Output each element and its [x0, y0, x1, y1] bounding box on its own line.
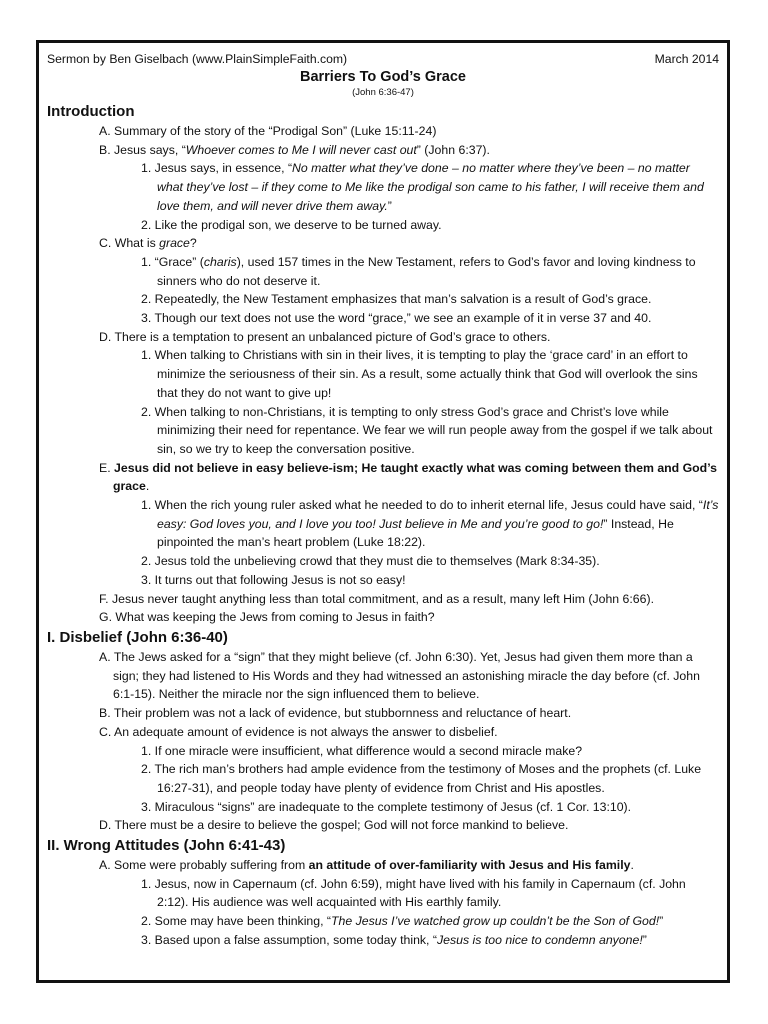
outline-subpoint	[47, 159, 719, 215]
line-text: B. Their problem was not a lack of evidence, but stubbornness and reluctance of heart.	[99, 706, 572, 721]
italic-text: Jesus is too nice to condemn anyone!	[436, 932, 643, 947]
line-text: 1. When the rich young ruler asked what he needed to do to inherit eternal life, Jesus could have said, “	[141, 498, 703, 513]
sermon-date: March 2014	[654, 52, 719, 66]
line-text: 1. If one miracle were insufficient, what difference would a second miracle make?	[141, 743, 583, 758]
outline-point	[47, 459, 719, 496]
line-text: .	[630, 858, 634, 873]
line-text: 1. Jesus says, in essence, “	[141, 161, 293, 176]
section-heading: II. Wrong Attitudes (John 6:41-43)	[47, 837, 286, 855]
line-text: 2. Like the prodigal son, we deserve to be turned away.	[141, 217, 442, 232]
line-text: C. What is	[99, 236, 160, 251]
page-title: Barriers To God’s Grace	[299, 69, 466, 85]
outline-subpoint	[47, 216, 719, 235]
outline-point	[47, 122, 719, 141]
outline-point	[47, 856, 719, 875]
line-text: D. There is a temptation to present an unbalanced picture of God’s grace to others.	[99, 329, 551, 344]
italic-text: No matter what they’ve done – no matter where they’ve been – no matter what they’ve lost – if they come to Me like the prodigal son came to his father, I will receive them and love them, and will never drive them away.	[157, 161, 704, 213]
line-text: 1. “Grace” (	[141, 254, 204, 269]
line-text: 1. Jesus, now in Capernaum (cf. John 6:59), might have lived with his family in Capernaum (cf. John 2:12). His audience was well acquainted with His earthly family.	[141, 876, 686, 910]
outline-subpoint	[47, 496, 719, 552]
outline-point	[47, 816, 719, 835]
italic-text: grace	[159, 236, 190, 251]
outline-subpoint	[47, 403, 719, 459]
italic-text: Whoever comes to Me I will never cast out	[185, 142, 417, 157]
line-text: 3. Based upon a false assumption, some today think, “	[141, 932, 437, 947]
outline-point	[47, 328, 719, 347]
line-text: G. What was keeping the Jews from coming to Jesus in faith?	[99, 610, 435, 625]
line-text: 2. The rich man’s brothers had ample evidence from the testimony of Moses and the prophets (cf. Luke 16:27-31), and people today have plenty of evidence from Christ and His apostles.	[141, 762, 702, 795]
line-text: ”	[642, 932, 647, 947]
outline-subpoint	[47, 912, 719, 931]
bold-text: an attitude of over-familiarity with Jesus and His family	[308, 858, 631, 873]
line-text: 2. Some may have been thinking, “	[141, 914, 332, 929]
document-body	[47, 51, 719, 950]
line-text: 2. When talking to non-Christians, it is tempting to only stress God’s grace and Christ’s love while minimizing their need for repentance. We fear we will run people away from the gospel if we talk about sin, so we try to keep the conversation positive.	[141, 404, 713, 456]
line-text: ” Instead, He pinpointed the man’s heart problem (Luke 18:22).	[157, 516, 674, 550]
outline-point	[47, 704, 719, 723]
outline-subpoint	[47, 309, 719, 328]
sermon-outline	[47, 102, 719, 950]
section-heading: I. Disbelief (John 6:36-40)	[47, 628, 228, 646]
outline-point	[47, 608, 719, 627]
scripture-reference: (John 6:36-47)	[352, 87, 414, 98]
italic-text: The Jesus I’ve watched grow up couldn’t be the Son of God!	[331, 914, 660, 929]
line-text: ”	[387, 198, 392, 213]
line-text: 3. Though our text does not use the word “grace,” we see an example of it in verse 37 and 40.	[141, 311, 652, 326]
line-text: 3. Miraculous “signs” are inadequate to the complete testimony of Jesus (cf. 1 Cor. 13:10).	[141, 799, 632, 814]
outline-point	[47, 141, 719, 160]
outline-subpoint	[47, 760, 719, 797]
outline-point	[47, 648, 719, 704]
outline-subpoint	[47, 290, 719, 309]
line-text: 2. Repeatedly, the New Testament emphasizes that man’s salvation is a result of God’s grace.	[141, 292, 652, 307]
line-text: A. The Jews asked for a “sign” that they might believe (cf. John 6:30). Yet, Jesus had given them more than a sign; they had listened to His Words and they had witnessed an astonishing miracle the day before (cf. John 6:1-15). Neither the miracle nor the sign influenced them to believe.	[99, 649, 700, 702]
line-text: B. Jesus says, “	[99, 142, 186, 157]
header-row	[47, 51, 719, 68]
line-text: .	[145, 479, 150, 494]
line-text: C. An adequate amount of evidence is not always the answer to disbelief.	[99, 724, 498, 739]
bold-text: Jesus did not believe in easy believe-ism; He taught exactly what was coming between them and God’s grace	[113, 460, 717, 494]
outline-subpoint	[47, 552, 719, 571]
outline-subpoint	[47, 742, 719, 761]
line-text: 3. It turns out that following Jesus is not so easy!	[141, 572, 406, 587]
outline-subpoint	[47, 253, 719, 290]
italic-text: It’s easy: God loves you, and I love you too! Just believe in Me and you’re good to go!	[157, 498, 719, 531]
outline-subpoint	[47, 346, 719, 402]
page-border	[36, 40, 730, 983]
outline-subpoint	[47, 875, 719, 912]
line-text: D. There must be a desire to believe the gospel; God will not force mankind to believe.	[99, 818, 569, 833]
line-text: ” (John 6:37).	[416, 142, 490, 157]
sermon-author-line: Sermon by Ben Giselbach (www.PlainSimpleFaith.com)	[47, 52, 348, 66]
line-text: ?	[189, 236, 197, 251]
line-text: 2. Jesus told the unbelieving crowd that they must die to themselves (Mark 8:34-35).	[141, 554, 600, 569]
italic-text: charis	[203, 254, 237, 269]
outline-point	[47, 590, 719, 609]
line-text: A. Summary of the story of the “Prodigal Son” (Luke 15:11-24)	[99, 124, 437, 138]
outline-point	[47, 234, 719, 253]
line-text: F. Jesus never taught anything less than total commitment, and as a result, many left Him (John 6:66).	[99, 591, 654, 606]
line-text: A. Some were probably suffering from	[99, 858, 309, 873]
outline-subpoint	[47, 571, 719, 590]
outline-point	[47, 723, 719, 742]
section-heading: Introduction	[47, 103, 135, 120]
line-text: ), used 157 times in the New Testament, refers to God’s favor and loving kindness to sinners who do not deserve it.	[157, 254, 696, 288]
line-text: ”	[659, 914, 664, 929]
line-text: E.	[99, 460, 115, 475]
outline-subpoint	[47, 798, 719, 817]
outline-subpoint	[47, 931, 719, 950]
line-text: 1. When talking to Christians with sin in their lives, it is tempting to play the ‘grace card’ in an effort to minimize the seriousness of their sin. As a result, some actually think that God will overlook the sins that they do not want to give up!	[141, 348, 698, 400]
